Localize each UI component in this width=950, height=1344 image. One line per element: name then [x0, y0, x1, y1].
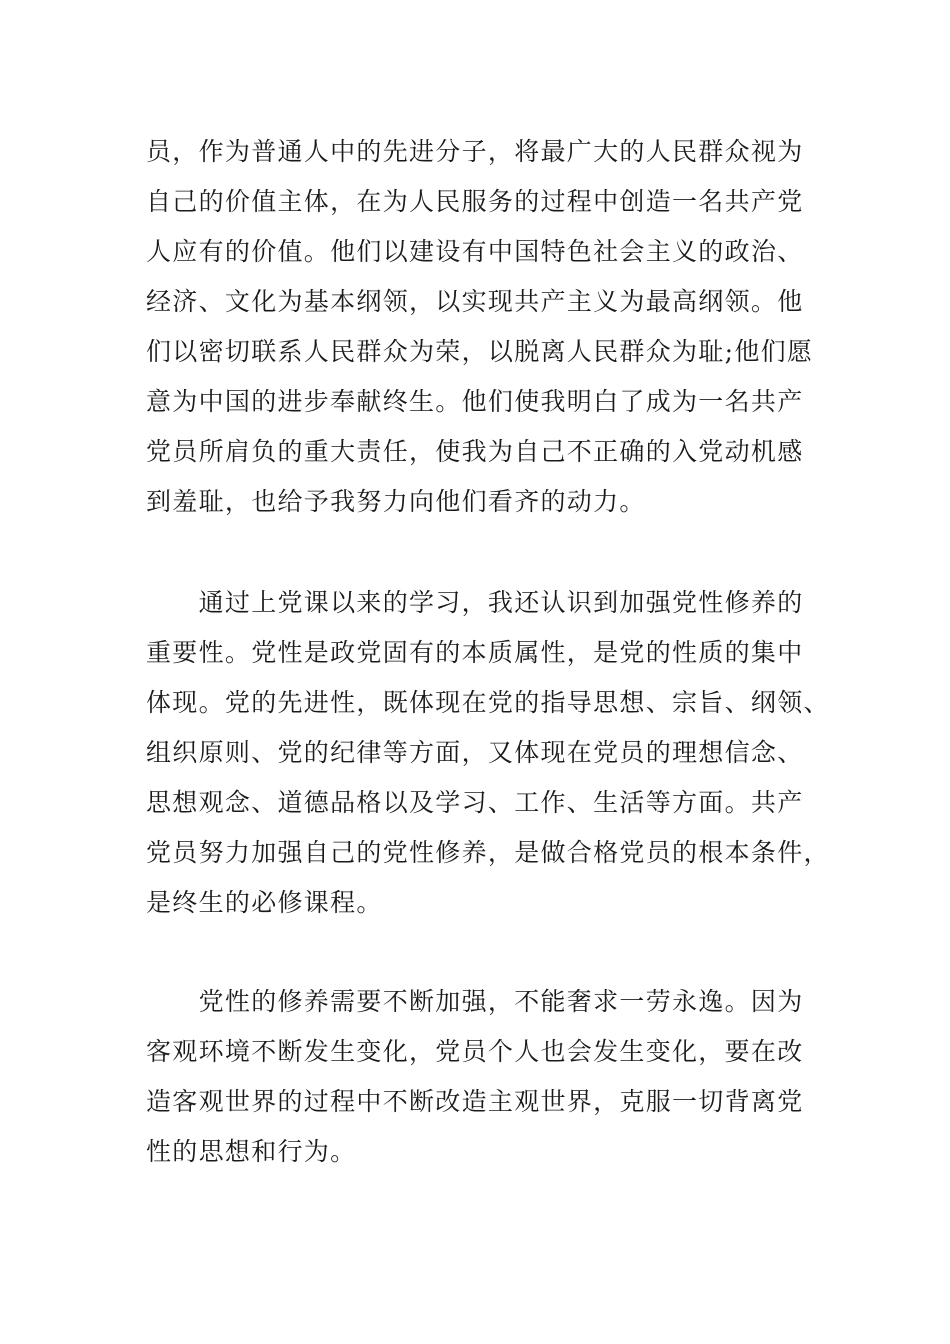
- text-line: 意为中国的进步奉献终生。他们使我明白了成为一名共产: [146, 387, 804, 416]
- text-line: 客观环境不断发生变化，党员个人也会发生变化，要在改: [146, 1037, 804, 1066]
- text-line: 造客观世界的过程中不断改造主观世界，克服一切背离党: [146, 1087, 804, 1116]
- paragraph-2: [146, 578, 830, 928]
- text-line: 是终生的必修课程。: [146, 888, 383, 917]
- text-line: 重要性。党性是政党固有的本质属性，是党的性质的集中: [146, 638, 804, 667]
- text-line: 经济、文化为基本纲领，以实现共产主义为最高纲领。他: [146, 287, 804, 316]
- text-line: 性的思想和行为。: [146, 1137, 357, 1166]
- text-line: 党员努力加强自己的党性修养，是做合格党员的根本条件，: [146, 838, 830, 867]
- text-line: 到羞耻，也给予我努力向他们看齐的动力。: [146, 487, 646, 516]
- text-line: 人应有的价值。他们以建设有中国特色社会主义的政治、: [146, 237, 804, 266]
- text-line: 自己的价值主体，在为人民服务的过程中创造一名共产党: [146, 187, 804, 216]
- text-line: 思想观念、道德品格以及学习、工作、生活等方面。共产: [146, 788, 804, 817]
- text-line: 党性的修养需要不断加强，不能奢求一劳永逸。因为: [146, 987, 804, 1016]
- text-line: 党员所肩负的重大责任，使我为自己不正确的入党动机感: [146, 437, 804, 466]
- text-line: 体现。党的先进性，既体现在党的指导思想、宗旨、纲领、: [146, 688, 830, 717]
- text-line: 组织原则、党的纪律等方面，又体现在党员的理想信念、: [146, 738, 804, 767]
- text-line: 员，作为普通人中的先进分子，将最广大的人民群众视为: [146, 137, 804, 166]
- text-line: 们以密切联系人民群众为荣，以脱离人民群众为耻;他们愿: [146, 337, 814, 366]
- paragraph-1: [146, 127, 814, 527]
- paragraph-3: [146, 977, 806, 1177]
- text-line: 通过上党课以来的学习，我还认识到加强党性修养的: [146, 588, 804, 617]
